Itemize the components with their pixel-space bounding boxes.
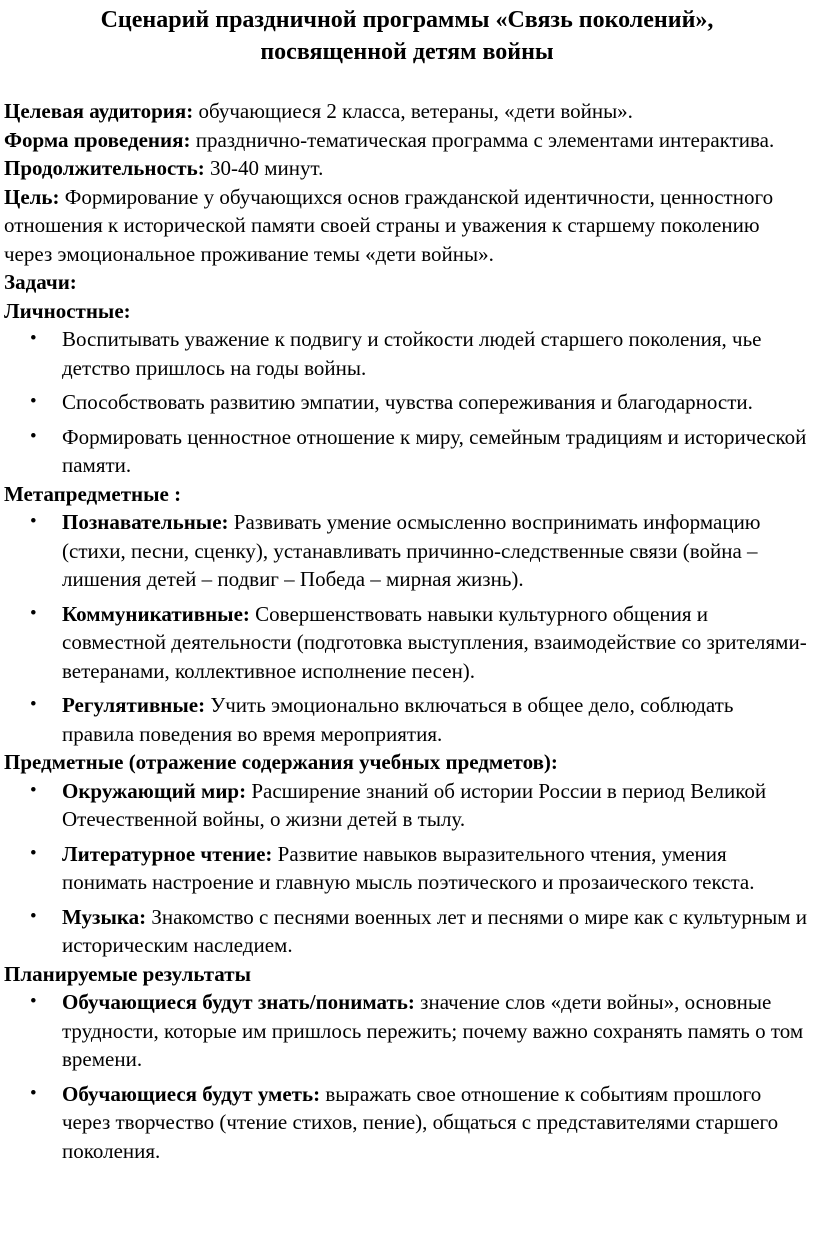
list-item	[4, 691, 810, 748]
list-item-label: Коммуникативные:	[62, 601, 250, 626]
document-title	[4, 4, 810, 68]
list-item	[4, 988, 810, 1074]
document-page	[4, 0, 810, 1165]
duration-line	[4, 154, 810, 183]
results-list	[4, 988, 810, 1165]
list-item-text: Развивать умение осмысленно воспринимать информацию (стихи, песни, сценку), устанавливать причинно-следственные связи (война – лишения детей – подвиг – Победа – мирная жизнь).	[62, 510, 761, 591]
audience-text: обучающиеся 2 класса, ветераны, «дети войны».	[193, 99, 633, 123]
goal-label: Цель:	[4, 184, 60, 209]
subject-heading: Предметные (отражение содержания учебных предметов):	[4, 750, 558, 774]
list-item-label: Познавательные:	[62, 510, 229, 534]
list-item	[4, 1080, 810, 1166]
title-line-1: Сценарий праздничной программы «Связь поколений»,	[100, 7, 714, 33]
list-item	[4, 508, 810, 594]
title-line-2: посвященной детям войны	[260, 39, 554, 65]
form-text: празднично-тематическая программа с элементами интерактива.	[190, 127, 775, 152]
list-item: • Воспитывать уважение к подвигу и стойкости людей старшего поколения, чье детство пришлось на годы войны.	[4, 325, 810, 382]
list-item	[4, 840, 810, 897]
list-item: • Способствовать развитию эмпатии, чувства сопереживания и благодарности.	[4, 388, 810, 417]
form-label: Форма проведения:	[4, 127, 191, 152]
audience-line	[4, 97, 810, 126]
goal-text: Формирование у обучающихся основ гражданской идентичности, ценностного отношения к исторической памяти своей страны и уважения к старшему поколению через эмоциональное проживание темы «дети войны».	[4, 184, 774, 266]
meta-list	[4, 508, 810, 748]
duration-text: 30-40 минут.	[204, 156, 324, 180]
list-item-label: Обучающиеся будут знать/понимать:	[62, 990, 415, 1014]
list-item-label: Литературное чтение:	[62, 841, 273, 866]
subject-list	[4, 777, 810, 960]
duration-label: Продолжительность:	[4, 156, 205, 180]
audience-label: Целевая аудитория:	[4, 99, 194, 123]
goal-line	[4, 183, 810, 269]
list-item-text: Совершенствовать навыки культурного общения и совместной деятельности (подготовка выступления, взаимодействие со зрителями-ветеранами, коллективное исполнение песен).	[62, 601, 807, 683]
list-item-label: Музыка:	[62, 904, 147, 929]
list-item: • Формировать ценностное отношение к миру, семейным традициям и исторической памяти.	[4, 423, 810, 480]
list-item-text: Учить эмоционально включаться в общее дело, соблюдать правила поведения во время мероприятия.	[62, 693, 734, 746]
personal-heading: Личностные:	[4, 298, 131, 323]
results-heading: Планируемые результаты	[4, 961, 251, 986]
list-item-label: Окружающий мир:	[62, 778, 247, 803]
list-item	[4, 777, 810, 834]
tasks-heading: Задачи:	[4, 270, 77, 294]
list-item	[4, 600, 810, 686]
list-item-text: выражать свое отношение к событиям прошлого через творчество (чтение стихов, пение), общаться с представителями старшего поколения.	[62, 1081, 779, 1163]
list-item	[4, 903, 810, 960]
meta-heading: Метапредметные :	[4, 481, 182, 506]
list-item-text: значение слов «дети войны», основные трудности, которые им пришлось пережить; почему важно сохранять память о том времени.	[62, 990, 804, 1071]
list-item-label: Регулятивные:	[62, 693, 206, 717]
personal-list	[4, 325, 810, 480]
list-item-text: Развитие навыков выразительного чтения, умения понимать настроение и главную мысль поэтического и прозаического текста.	[62, 841, 755, 894]
form-line	[4, 126, 810, 155]
list-item-text: Знакомство с песнями военных лет и песнями о мире как с культурным и историческим наследием.	[62, 904, 807, 957]
list-item-text: Расширение знаний об истории России в период Великой Отечественной войны, о жизни детей в тылу.	[62, 778, 767, 831]
list-item-label: Обучающиеся будут уметь:	[62, 1081, 321, 1106]
